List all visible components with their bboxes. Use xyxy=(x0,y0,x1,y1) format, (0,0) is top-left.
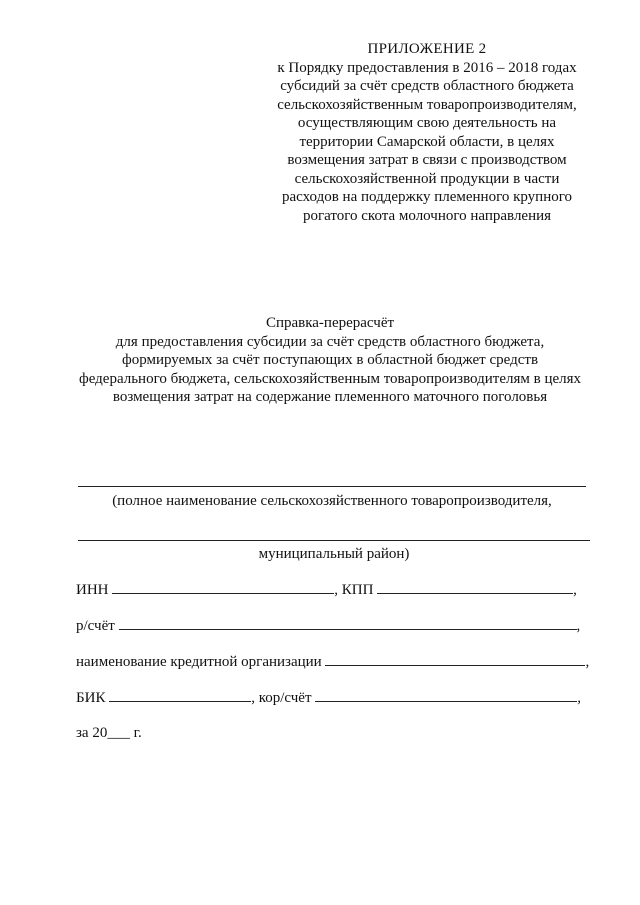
bik-corr-row xyxy=(76,688,581,707)
account-row xyxy=(76,616,580,635)
bik-label: БИК xyxy=(76,690,106,706)
kpp-label: , КПП xyxy=(334,582,374,598)
appendix-title: ПРИЛОЖЕНИЕ 2 xyxy=(367,41,487,57)
appendix-line: сельскохозяйственным товаропроизводителям, xyxy=(277,96,577,113)
inn-kpp-row xyxy=(76,580,577,599)
certificate-heading xyxy=(60,314,600,407)
appendix-line: сельскохозяйственной продукции в части xyxy=(294,170,560,187)
account-field[interactable] xyxy=(119,616,577,630)
producer-caption: (полное наименование сельскохозяйственного товаропроизводителя, xyxy=(112,493,552,509)
appendix-line: к Порядку предоставления в 2016 – 2018 годах xyxy=(277,59,577,76)
year-row xyxy=(76,724,142,742)
trailing-comma: , xyxy=(585,654,590,670)
appendix-line: территории Самарской области, в целях xyxy=(299,133,555,150)
certificate-title: Справка-перерасчёт xyxy=(265,315,395,331)
certificate-line: федерального бюджета, сельскохозяйственным товаропроизводителям в целях xyxy=(78,370,582,387)
year-field[interactable]: ___ xyxy=(107,725,130,741)
district-caption: муниципальный район) xyxy=(258,546,410,562)
corr-label: , кор/счёт xyxy=(251,690,312,706)
year-suffix: г. xyxy=(129,725,142,741)
certificate-line: для предоставления субсидии за счёт средств областного бюджета, xyxy=(115,333,545,350)
district-line[interactable] xyxy=(78,540,590,541)
appendix-line: возмещения затрат в связи с производством xyxy=(287,152,567,168)
year-prefix: за 20 xyxy=(76,725,108,741)
bank-row xyxy=(76,652,589,671)
bank-field[interactable] xyxy=(325,652,585,666)
trailing-comma: , xyxy=(573,582,577,598)
account-label: р/счёт xyxy=(76,618,115,634)
appendix-line: осуществляющим свою деятельность на xyxy=(297,115,557,131)
corr-account-field[interactable] xyxy=(315,688,577,702)
appendix-line: расходов на поддержку племенного крупного xyxy=(281,189,573,205)
inn-label: ИНН xyxy=(76,582,109,598)
trailing-comma: , xyxy=(577,690,582,706)
appendix-line: субсидий за счёт средств областного бюджета xyxy=(280,78,574,94)
appendix-line: рогатого скота молочного направления xyxy=(302,207,552,224)
bik-field[interactable] xyxy=(109,688,251,702)
certificate-line: формируемых за счёт поступающих в областной бюджет средств xyxy=(121,352,539,369)
trailing-comma: , xyxy=(576,618,581,634)
appendix-header xyxy=(262,40,592,225)
kpp-field[interactable] xyxy=(377,580,573,594)
certificate-line: возмещения затрат на содержание племенного маточного поголовья xyxy=(112,389,548,406)
bank-label: наименование кредитной организации xyxy=(76,654,322,670)
producer-name-line[interactable] xyxy=(78,486,586,487)
inn-field[interactable] xyxy=(112,580,334,594)
